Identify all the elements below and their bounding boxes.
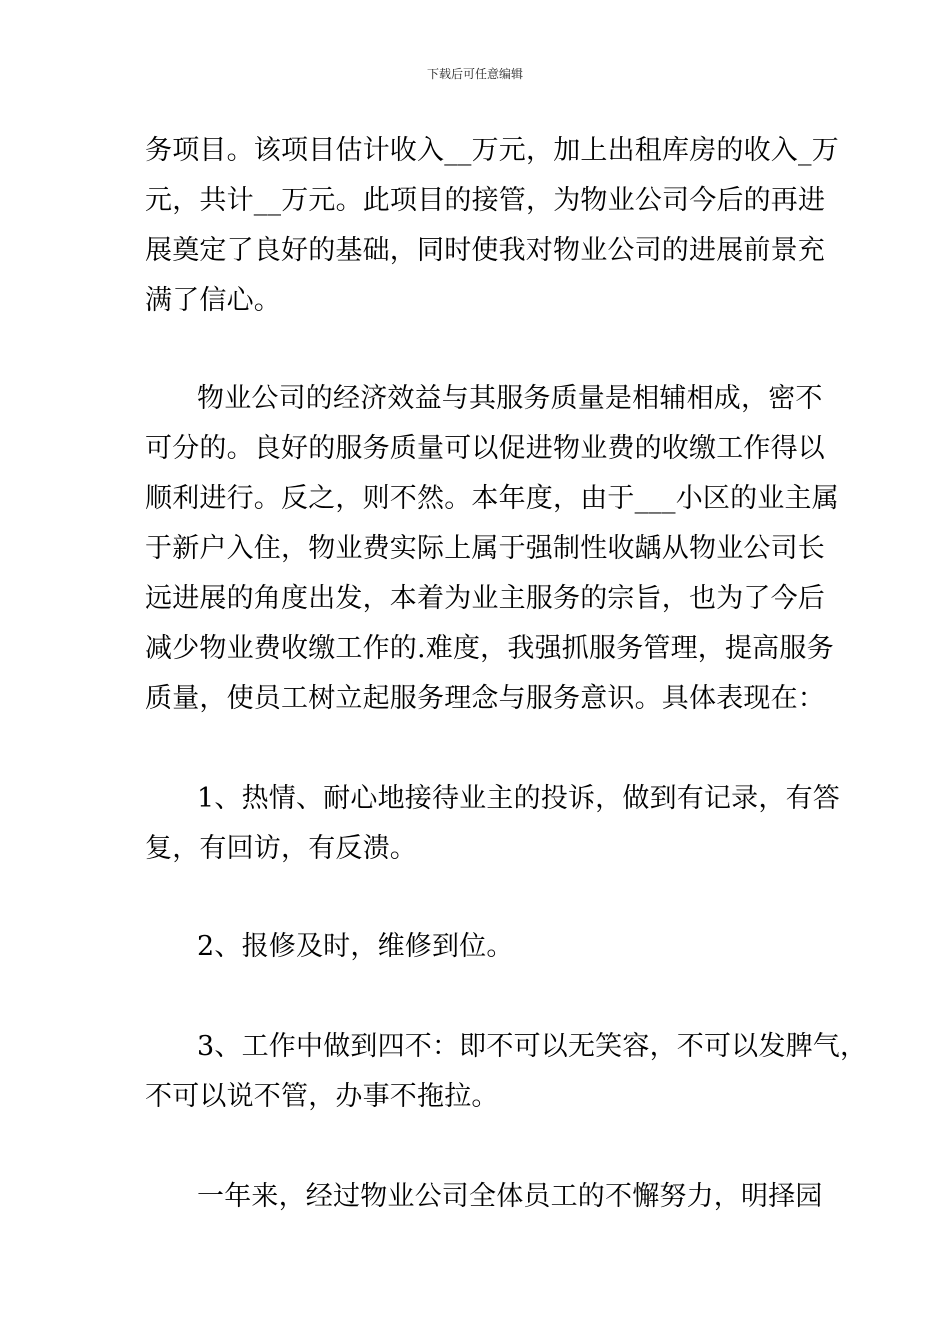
list-item-1-line-1: 1、热情、耐心地接待业主的投诉，做到有记录，有答 — [197, 783, 840, 814]
paragraph-1-line-2: 元，共计__万元。此项目的接管，为物业公司今后的再进 — [145, 185, 826, 216]
page-header: 下载后可任意编辑 — [426, 67, 523, 81]
list-item-1-line-2: 复，有回访，有反溃。 — [145, 833, 417, 864]
list-item-3-line-2: 不可以说不管，办事不拖拉。 — [145, 1081, 499, 1112]
paragraph-2-line-4: 于新户入住，物业费实际上属于强制性收龋从物业公司长 — [145, 533, 825, 564]
paragraph-2-line-3: 顺利进行。反之，则不然。本年度，由于___小区的业主属 — [145, 483, 839, 514]
paragraph-1-line-3: 展奠定了良好的基础，同时使我对物业公司的进展前景充 — [145, 235, 825, 266]
paragraph-2-line-5: 远进展的角度出发，本着为业主服务的宗旨，也为了今后 — [145, 583, 825, 614]
list-item-2: 2、报修及时，维修到位。 — [197, 931, 514, 962]
paragraph-2-line-6: 减少物业费收缴工作的.难度，我强抓服务管理，提高服务 — [145, 633, 834, 664]
paragraph-2-line-7: 质量，使员工树立起服务理念与服务意识。具体表现在： — [145, 683, 825, 714]
paragraph-2-line-1: 物业公司的经济效益与其服务质量是相辅相成，密不 — [197, 383, 823, 414]
paragraph-3-line-1: 一年来，经过物业公司全体员工的不懈努力，明择园 — [197, 1181, 823, 1212]
paragraph-1-line-4: 满了信心。 — [145, 285, 281, 316]
paragraph-1-line-1: 务项目。该项目估计收入__万元，加上出租库房的收入_万 — [145, 135, 839, 166]
list-item-3-line-1: 3、工作中做到四不：即不可以无笑容，不可以发脾气， — [197, 1031, 868, 1062]
paragraph-2-line-2: 可分的。良好的服务质量可以促进物业费的收缴工作得以 — [145, 433, 825, 464]
